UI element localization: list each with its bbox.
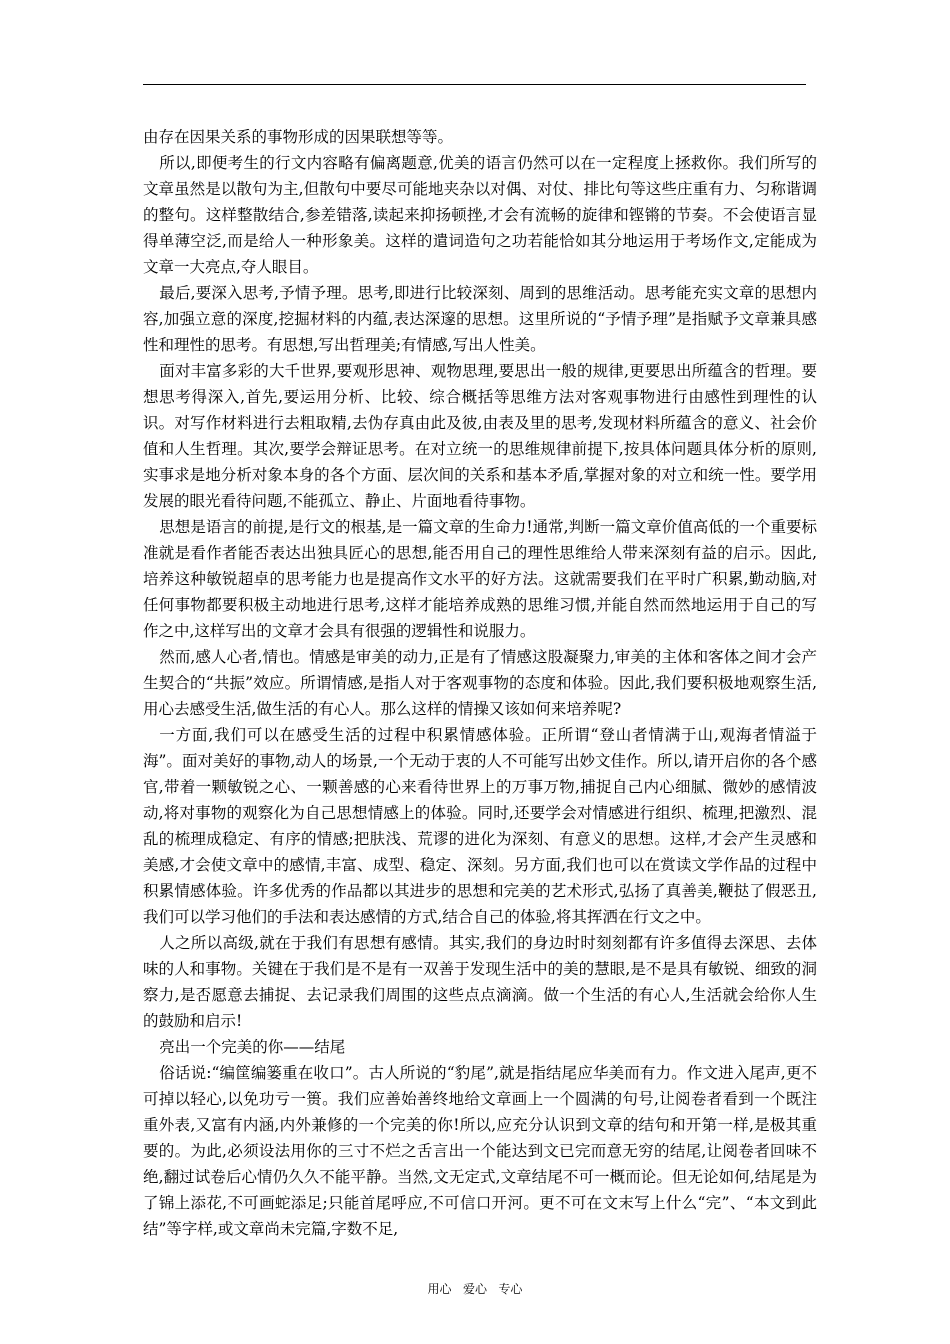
header-rule (143, 84, 806, 85)
paragraph-experience: 一方面,我们可以在感受生活的过程中积累情感体验。正所谓“登山者情满于山,观海者情溢于海”。面对美好的事物,动人的场景,一个无动于衷的人不可能写出妙文佳作。所以,请开启你的各个感官,带着一颗敏锐之心、一颗善感的心来看待世界上的万事万物,捕捉自己内心细腻、微妙的感情波动,将对事物的观察化为自己思想情感上的体验。同时,还要学会对情感进行组织、梳理,把激烈、混乱的梳理成稳定、有序的情感;把肤浅、荒谬的进化为深刻、有意义的思想。这样,才会产生灵感和美感,才会使文章中的感情,丰富、成型、稳定、深刻。另方面,我们也可以在赏读文学作品的过程中积累情感体验。许多优秀的作品都以其进步的思想和完美的艺术形式,弘扬了真善美,鞭挞了假恶丑,我们可以学习他们的手法和表达感情的方式,结合自己的体验,将其挥洒在行文之中。 (143, 726, 817, 926)
paragraph-life: 人之所以高级,就在于我们有思想有感情。其实,我们的身边时时刻刻都有许多值得去深思、去体味的人和事物。关键在于我们是不是有一双善于发现生活中的美的慧眼,是不是具有敏锐、细致的洞察力,是否愿意去捕捉、去记录我们周围的这些点点滴滴。做一个生活的有心人,生活就会给你人生的鼓励和启示! (143, 934, 817, 1030)
paragraph-emotion: 然而,感人心者,情也。情感是审美的动力,正是有了情感这股凝聚力,审美的主体和客体之间才会产生契合的“共振”效应。所谓情感,是指人对于客观事物的态度和体验。因此,我们要积极地观察生活,用心去感受生活,做生活的有心人。那么这样的情操又该如何来培养呢? (143, 648, 817, 718)
paragraph-continuation: 由存在因果关系的事物形成的因果联想等等。 (143, 128, 454, 146)
section-heading-ending: 亮出一个完美的你——结尾 (159, 1038, 346, 1056)
page-footer: 用心 爱心 专心 (427, 1282, 523, 1296)
paragraph-thought: 思想是语言的前提,是行文的根基,是一篇文章的生命力!通常,判断一篇文章价值高低的一个重要标准就是看作者能否表达出独具匠心的思想,能否用自己的理性思维给人带来深刻有益的启示。因此,培养这种敏锐超卓的思考能力也是提高作文水平的好方法。这就需要我们在平时广积累,勤动脑,对任何事物都要积极主动地进行思考,这样才能培养成熟的思维习惯,并能自然而然地运用于自己的写作之中,这样写出的文章才会具有很强的逻辑性和说服力。 (143, 518, 817, 640)
paragraph-ending: 俗话说:“编筐编篓重在收口”。古人所说的“豹尾”,就是指结尾应华美而有力。作文进入尾声,更不可掉以轻心,以免功亏一篑。我们应善始善终地给文章画上一个圆满的句号,让阅卷者看到一个既注重外表,又富有内涵,内外兼修的一个完美的你!所以,应充分认识到文章的结句和开第一样,是极其重要的。为此,必须设法用你的三寸不烂之舌言出一个能达到文已完而意无穷的结尾,让阅卷者回味不绝,翻过试卷后心情仍久久不能平静。当然,文无定式,文章结尾不可一概而论。但无论如何,结尾是为了锦上添花,不可画蛇添足;只能首尾呼应,不可信口开河。更不可在文末写上什么“完”、“本文到此结”等字样,或文章尚未完篇,字数不足, (143, 1064, 817, 1238)
paragraph-philosophy: 面对丰富多彩的大千世界,要观形思神、观物思理,要思出一般的规律,更要思出所蕴含的哲理。要想思考得深入,首先,要运用分析、比较、综合概括等思维方法对客观事物进行由感性到理性的认识。对写作材料进行去粗取精,去伪存真由此及彼,由表及里的思考,发现材料所蕴含的意义、社会价值和人生哲理。其次,要学会辩证思考。在对立统一的思维规律前提下,按具体问题具体分析的原则,实事求是地分析对象本身的各个方面、层次间的关系和基本矛盾,掌握对象的对立和统一性。要学用发展的眼光看待问题,不能孤立、静止、片面地看待事物。 (143, 362, 817, 510)
paragraph-language: 所以,即便考生的行文内容略有偏离题意,优美的语言仍然可以在一定程度上拯救你。我们所写的文章虽然是以散句为主,但散句中要尽可能地夹杂以对偶、对仗、排比句等这些庄重有力、匀称谐调的整句。这样整散结合,参差错落,读起来抑扬顿挫,才会有流畅的旋律和铿锵的节奏。不会使语言显得单薄空泛,而是给人一种形象美。这样的遣词造句之功若能恰如其分地运用于考场作文,定能成为文章一大亮点,夺人眼目。 (143, 154, 817, 276)
paragraph-thinking: 最后,要深入思考,予情予理。思考,即进行比较深刻、周到的思维活动。思考能充实文章的思想内容,加强立意的深度,挖掘材料的内蕴,表达深邃的思想。这里所说的“予情予理”是指赋予文章兼具感性和理性的思考。有思想,写出哲理美;有情感,写出人性美。 (143, 284, 817, 354)
body-text (143, 124, 817, 1242)
